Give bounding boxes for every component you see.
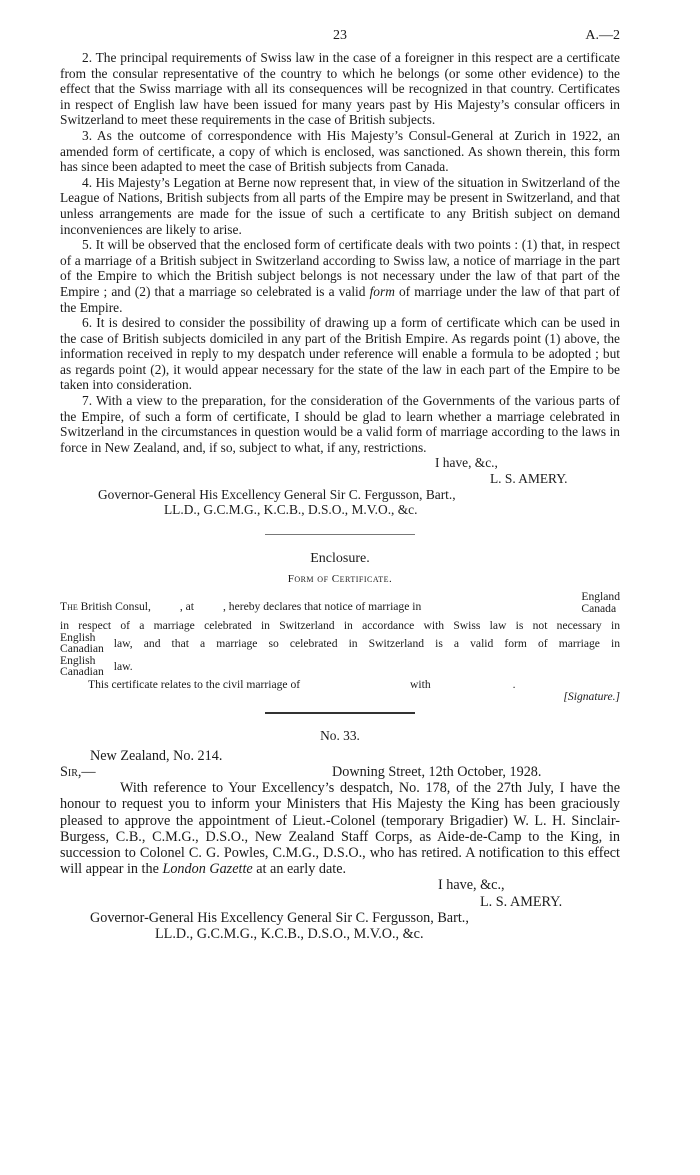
paragraph-5-text: 5. It will be observed that the enclosed form of certificate deals with two points : (1) that, in respect of a marriage of a British subject in Switzerland according to Swiss law, a notice of marriage in the part of the Empire to which the British subject belongs is not necessary under the law of that part of the Empire ; and (2) that a marriage so celebrated is a valid — [60, 237, 620, 299]
certificate-line-4 — [60, 655, 620, 678]
option-canadian: Canadian — [60, 665, 104, 679]
option-england: England — [581, 589, 620, 603]
certificate-line-1-text: British Consul, , at , hereby declares that notice of marriage in — [80, 599, 422, 613]
closing-i-have-2: I have, &c., — [438, 877, 505, 894]
paragraph-3: 3. As the outcome of correspondence with His Majesty’s Consul-General at Zurich in 1922, an amended form of certificate, a copy of which is enclosed, was sanctioned. As shown therein, this form has since been adapted to meet the case of British subjects from Canada. — [60, 127, 620, 175]
section-divider — [265, 534, 415, 535]
letter-33 — [60, 728, 620, 942]
option-canadian: Canadian — [60, 642, 104, 656]
certificate-relates-text: This certificate relates to the civil marriage of — [88, 677, 301, 691]
addressee-line-2-b: LL.D., G.C.M.G., K.C.B., D.S.O., M.V.O., &c. — [155, 926, 424, 943]
certificate-with-text: with . — [410, 677, 516, 691]
paragraph-2: 2. The principal requirements of Swiss law in the case of a foreigner in this respect are a certificate from the consular representative of the country to which he belongs (or some other evidence) to the effect that the Swiss marriage with all its consequences will be recognized in that country. Certificates in respect of English law have been issued for many years past by His Majesty’s consular officers in Switzerland to meet these requirements in the case of British subjects. — [60, 50, 620, 128]
salutation: Sir,— — [60, 764, 96, 780]
letter-number: No. 33. — [320, 727, 360, 743]
paragraph-7: 7. With a view to the preparation, for the consideration of the Governments of the various parts of the Empire, of such a form of certificate, I should be glad to learn whether a marriage celebrated in Switzerland in the circumstances in question would be a valid form of marriage according to the laws in force in New Zealand, and, if so, subject to what, if any, restrictions. — [60, 393, 620, 455]
law-options-2 — [60, 655, 104, 678]
certificate-lead: The — [60, 599, 78, 613]
certificate-line-1 — [60, 591, 620, 619]
page-number: 23 — [333, 28, 347, 43]
letter-reference: New Zealand, No. 214. — [90, 747, 223, 764]
signature-placeholder: [Signature.] — [563, 689, 620, 703]
certificate-line-3 — [60, 632, 620, 655]
addressee-line-2: LL.D., G.C.M.G., K.C.B., D.S.O., M.V.O., &c. — [164, 502, 418, 518]
section-code: A.—2 — [585, 28, 620, 43]
enclosure-subtitle: Form of Certificate. — [287, 572, 393, 585]
addressee-line-1-b: Governor-General His Excellency General Sir C. Fergusson, Bart., — [90, 909, 469, 926]
paragraph-5-italic: form — [369, 283, 395, 299]
law-options-1 — [60, 632, 104, 655]
paragraph-4: 4. His Majesty’s Legation at Berne now represent that, in view of the situation in Switzerland of the League of Nations, British subjects from all parts of the Empire may be present in Switzerland, and that unless arrangements are made for the issue of such a certificate to any British subject on demand inconveniences are likely to arise. — [60, 174, 620, 237]
option-canada: Canada — [581, 602, 617, 616]
document-page — [60, 28, 620, 942]
certificate-line-2: in respect of a marriage celebrated in Switzerland in accordance with Swiss law is not necessary in — [60, 618, 620, 632]
letter-33-body: With reference to Your Excellency’s despatch, No. 178, of the 27th July, I have the honour to request you to inform your Ministers that His Majesty the King has been graciously pleased to approve the appointment of Lieut.-Colonel (temporary Brigadier) W. L. H. Sinclair-Burgess, C.B., C.M.G., D.S.O., New Zealand Staff Corps, as Aide-de-Camp to the King, in succession to Colonel C. G. Powles, C.M.G., D.S.O., who has retired. A notification to this effect will appear in the London Gazette at an early date. — [60, 780, 620, 878]
closing-signature-2: L. S. AMERY. — [480, 893, 563, 910]
page-header — [60, 28, 620, 50]
paragraph-6: 6. It is desired to consider the possibility of drawing up a form of certificate which can be used in the case of British subjects domiciled in any part of the British Empire. As regards point (1) above, the information received in reply to my despatch under reference will enable a formula to be adopted ; but as regards point (2), it would appear necessary for the state of the law in each part of the Empire to be taken into consideration. — [60, 315, 620, 393]
closing-i-have: I have, &c., — [435, 455, 498, 471]
dateline: Downing Street, 12th October, 1928. — [332, 764, 542, 780]
option-english: English — [60, 630, 96, 644]
enclosure-title: Enclosure. — [310, 550, 370, 566]
country-options — [581, 591, 620, 616]
gazette-italic: London Gazette — [162, 861, 253, 878]
paragraph-5-text-end: of marriage under the law of that part of the Empire. — [60, 283, 620, 315]
salutation-row — [60, 764, 620, 780]
certificate-line-4-text: law. — [113, 659, 133, 673]
option-english: English — [60, 653, 96, 667]
closing-signature: L. S. AMERY. — [490, 471, 568, 487]
addressee-line-1: Governor-General His Excellency General Sir C. Fergusson, Bart., — [98, 486, 456, 502]
section-divider-thick — [265, 712, 415, 714]
letter-body — [60, 50, 620, 455]
certificate-line-3-text: law, and that a marriage so celebrated in Switzerland is a valid form of marriage in — [113, 636, 620, 650]
certificate-form — [60, 591, 620, 706]
paragraph-5 — [60, 237, 620, 315]
certificate-line-5 — [60, 678, 620, 706]
